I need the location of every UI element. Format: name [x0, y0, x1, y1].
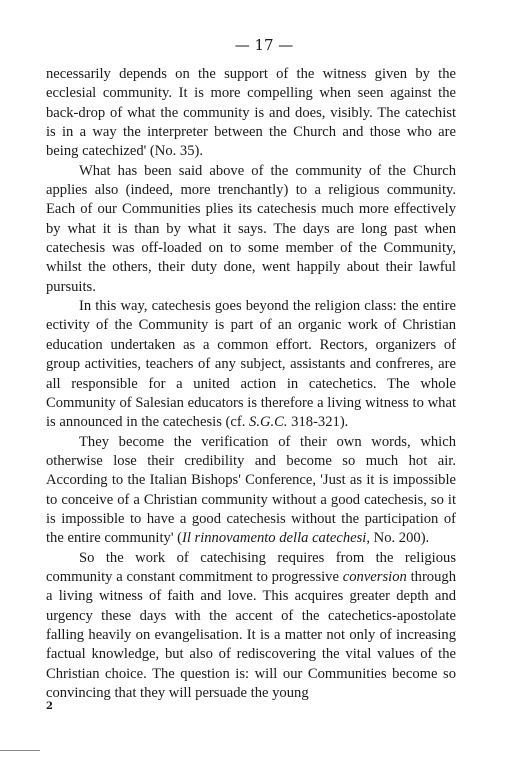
italic-text: Il rinnovamento della catechesi: [181, 530, 367, 547]
text-run: 318-321).: [287, 414, 349, 431]
paragraph: [46, 433, 456, 549]
paragraph: [46, 549, 456, 704]
text-run: So the work of catechising requires from the religious community a constant commitment to progressive: [46, 549, 456, 585]
text-run: They become the verification of their own words, which otherwise lose their credibility and become so much hot air. According to the Italian Bishops' Conference, 'Just as it is impossible to conceive of a Christian community without a good catechesis, so it is impossible to have a good catechesis without the participation of the entire community' (: [46, 433, 456, 547]
bottom-rule: [0, 750, 40, 751]
paragraph: [46, 162, 456, 297]
body-text: [46, 65, 456, 703]
paragraph: [46, 65, 456, 162]
text-run: necessarily depends on the support of the witness given by the ecclesial community. It is more compelling when seen against the back-drop of what the community is and does, visibly. The catechist is in a way the interpreter between the Church and those who are being catechized' (No. 35).: [46, 66, 456, 160]
printer-signature-mark: 2: [46, 701, 53, 712]
text-run: , No. 200).: [366, 530, 430, 547]
paragraph: [46, 297, 456, 432]
page-number: — 17 —: [234, 36, 294, 54]
text-run: through a living witness of faith and love. This acquires greater depth and urgency these days with the accent of the catechetics-apostolate falling heavily on evangelisation. It is a matter not only of increasing factual knowledge, but also of rediscovering the vital values of the Christian choice. The question is: will our Communities become so convincing that they will persuade the young: [46, 568, 456, 701]
italic-text: conversion: [342, 568, 407, 585]
text-run: In this way, catechesis goes beyond the religion class: the entire ectivity of the Community is part of an organic work of Christian education undertaken as a common effort. Rectors, organizers of group activities, teachers of any subject, assistants and confreres, are all responsible for a united action in catechetics. The whole Community of Salesian educators is therefore a living witness to what is announced in the catechesis (cf.: [46, 298, 456, 431]
text-run: What has been said above of the community of the Church applies also (indeed, more trenchantly) to a religious community. Each of our Communities plies its catechesis much more effectively by what it is than by what it says. The days are long past when catechesis was off-loaded on to some member of the Community, whilst the others, their duty done, went happily about their lawful pursuits.: [46, 162, 456, 295]
italic-text: S.G.C.: [249, 414, 288, 431]
